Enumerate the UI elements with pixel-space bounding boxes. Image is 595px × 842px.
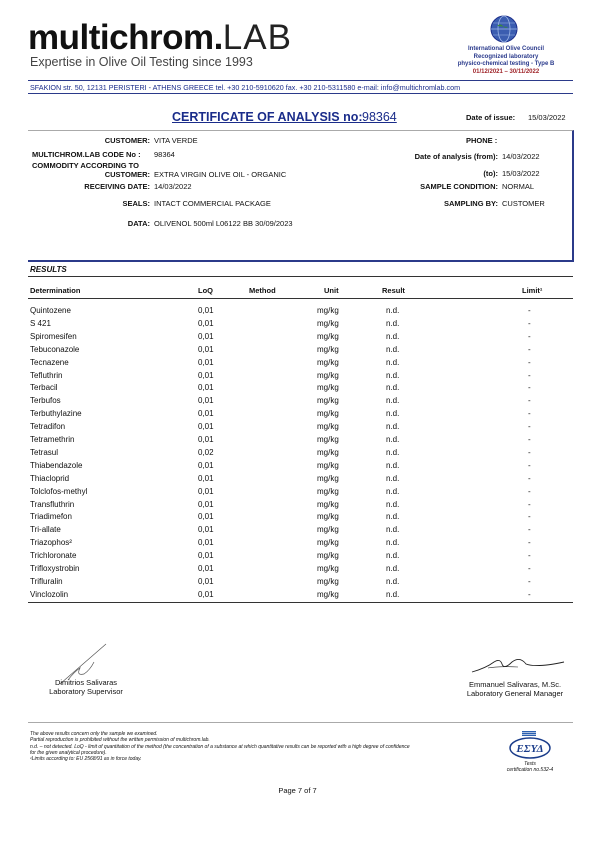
cell-loq: 0,01	[198, 331, 214, 341]
customer-label: CUSTOMER:	[104, 136, 150, 145]
cell-result: n.d.	[386, 331, 400, 341]
cell-determination: Spiromesifen	[30, 331, 77, 341]
cell-loq: 0,01	[198, 306, 214, 315]
ioc-line-1: International Olive Council	[467, 46, 544, 52]
cell-result: n.d.	[386, 409, 400, 419]
received-label: RECEIVING DATE:	[84, 182, 150, 191]
cell-limit: -	[528, 589, 531, 599]
cell-limit: -	[528, 383, 531, 393]
cell-result: n.d.	[386, 435, 400, 444]
cell-determination: Terbuthylazine	[30, 409, 82, 419]
header-result: Result	[382, 286, 405, 295]
table-row	[28, 472, 573, 485]
cell-determination: Trifloxystrobin	[30, 564, 80, 573]
cell-loq: 0,01	[198, 589, 214, 599]
cell-limit: -	[528, 318, 531, 328]
cell-result: n.d.	[386, 576, 400, 586]
commodity-value: EXTRA VIRGIN OLIVE OIL - ORGANIC	[154, 170, 287, 179]
page-number: Page 7 of 7	[278, 786, 317, 795]
cell-loq: 0,01	[198, 318, 214, 328]
cell-determination: Tebuconazole	[30, 344, 80, 354]
cell-determination: Tolclofos-methyl	[30, 486, 88, 496]
table-row	[28, 446, 573, 459]
cell-unit: mg/kg	[317, 460, 339, 470]
cell-unit: mg/kg	[317, 306, 339, 315]
cell-limit: -	[528, 357, 531, 367]
cell-limit: -	[528, 576, 531, 586]
table-header-divider	[28, 298, 573, 299]
cell-loq: 0,01	[198, 396, 214, 406]
cell-result: n.d.	[386, 538, 400, 548]
analysis-to-value: 15/03/2022	[502, 169, 540, 178]
cell-result: n.d.	[386, 525, 400, 535]
commodity-label-1: COMMODITY ACCORDING TO	[32, 161, 139, 170]
cell-result: n.d.	[386, 370, 400, 380]
table-row	[28, 549, 573, 562]
table-end-divider	[28, 602, 573, 603]
cell-limit: -	[528, 396, 531, 406]
table-row	[28, 562, 573, 575]
cell-limit: -	[528, 331, 531, 341]
customer-value: VITA VERDE	[154, 136, 198, 145]
table-row	[28, 433, 573, 446]
cell-result: n.d.	[386, 564, 400, 573]
cell-unit: mg/kg	[317, 512, 339, 522]
cell-result: n.d.	[386, 460, 400, 470]
cell-limit: -	[528, 422, 531, 432]
header-determination: Determination	[30, 286, 81, 295]
cell-result: n.d.	[386, 473, 400, 483]
cell-unit: mg/kg	[317, 447, 339, 457]
cell-limit: -	[528, 435, 531, 444]
cell-loq: 0,01	[198, 499, 214, 509]
footer-note-5: ¹Limits according to: EU 2568/91 as in force today.	[30, 756, 142, 763]
cell-determination: Trifluralin	[30, 576, 63, 586]
sampling-value: CUSTOMER	[502, 199, 545, 208]
cell-unit: mg/kg	[317, 486, 339, 496]
ioc-line-2: Recognized laboratory	[473, 53, 539, 60]
table-row	[28, 420, 573, 433]
cell-unit: mg/kg	[317, 525, 339, 535]
cell-result: n.d.	[386, 447, 400, 457]
cell-determination: S 421	[30, 318, 51, 328]
ioc-recognition	[440, 46, 572, 76]
cell-determination: Tefluthrin	[30, 370, 63, 380]
header-divider-bottom	[28, 93, 573, 94]
table-row	[28, 459, 573, 472]
cell-loq: 0,01	[198, 525, 214, 535]
cell-determination: Quintozene	[30, 306, 71, 315]
cell-determination: Triadimefon	[30, 512, 72, 522]
lab-tagline: Expertise in Olive Oil Testing since 1993	[30, 55, 253, 69]
cell-result: n.d.	[386, 551, 400, 561]
ioc-line-4: 01/12/2021 – 30/11/2022	[472, 68, 540, 75]
cell-loq: 0,01	[198, 538, 214, 548]
cell-result: n.d.	[386, 422, 400, 432]
cell-unit: mg/kg	[317, 564, 339, 573]
lab-logo	[28, 20, 292, 55]
header-loq: LoQ	[198, 286, 213, 295]
cell-limit: -	[528, 370, 531, 380]
cell-determination: Thiabendazole	[30, 460, 83, 470]
cell-determination: Tetramethrin	[30, 435, 75, 444]
code-label: MULTICHROM.LAB CODE No :	[32, 150, 141, 159]
cell-determination: Transfluthrin	[30, 499, 75, 509]
table-row	[28, 381, 573, 394]
esyd-caption	[500, 761, 560, 773]
manager-name: Emmanuel Salivaras, M.Sc.	[468, 680, 562, 689]
cell-determination: Terbacil	[30, 383, 58, 393]
manager-title: Laboratory General Manager	[466, 689, 564, 698]
analysis-from-label: Date of analysis (from):	[414, 152, 498, 161]
cell-limit: -	[528, 306, 531, 315]
table-row	[28, 407, 573, 420]
cell-result: n.d.	[386, 306, 400, 315]
code-value: 98364	[154, 150, 175, 159]
cell-loq: 0,01	[198, 576, 214, 586]
cell-result: n.d.	[386, 318, 400, 328]
header-method: Method	[249, 286, 276, 295]
sampling-label: SAMPLING BY:	[443, 199, 498, 208]
footer-note-4: for the given analytical procedure).	[30, 749, 107, 756]
analysis-to-label: (to):	[483, 169, 498, 178]
cell-loq: 0,01	[198, 512, 214, 522]
supervisor-block	[20, 678, 152, 696]
footer-note-1: The above results concern only the sample we examined.	[30, 731, 158, 737]
table-row	[28, 536, 573, 549]
esyd-line-2: certification no.532-4	[506, 767, 554, 773]
cell-unit: mg/kg	[317, 357, 339, 367]
analysis-from-value: 14/03/2022	[502, 152, 540, 161]
cell-limit: -	[528, 512, 531, 522]
cell-determination: Tri-allate	[30, 525, 61, 535]
lab-address: SFAKION str. 50, 12131 PERISTERI - ATHENS GREECE tel. +30 210-5910620 fax. +30 210-5311580 e-mail: info@multichromlab.com	[30, 83, 461, 92]
supervisor-name: Dimitrios Salivaras	[54, 678, 118, 687]
cell-unit: mg/kg	[317, 318, 339, 328]
seals-value: INTACT COMMERCIAL PACKAGE	[154, 199, 271, 208]
esyd-line-1: Tests	[524, 761, 536, 767]
esyd-accreditation-icon	[508, 730, 552, 760]
cell-determination: Trichloronate	[30, 551, 77, 561]
cell-unit: mg/kg	[317, 589, 339, 599]
cell-unit: mg/kg	[317, 383, 339, 393]
cell-unit: mg/kg	[317, 473, 339, 483]
cell-determination: Thiacloprid	[30, 473, 70, 483]
cell-determination: Tetradifon	[30, 422, 66, 432]
manager-signature	[470, 654, 566, 676]
cell-result: n.d.	[386, 383, 400, 393]
cell-result: n.d.	[386, 589, 400, 599]
received-value: 14/03/2022	[154, 182, 192, 191]
footer-divider	[28, 722, 573, 723]
table-row	[28, 330, 573, 343]
cell-unit: mg/kg	[317, 538, 339, 548]
cell-limit: -	[528, 499, 531, 509]
issue-date-label: Date of issue:	[466, 113, 516, 122]
footer-note-3: n.d. – not detected. LoQ - limit of quantitation of the method (the concentration of a substance at which quantitative results can be reported with a high degree of confidence	[30, 743, 410, 750]
cell-result: n.d.	[386, 357, 400, 367]
logo-lab-text: LAB	[222, 18, 292, 57]
manager-block	[446, 680, 584, 698]
certificate-title: CERTIFICATE OF ANALYSIS no:	[172, 110, 363, 124]
condition-value: NORMAL	[502, 182, 535, 191]
cell-unit: mg/kg	[317, 551, 339, 561]
table-row	[28, 498, 573, 511]
ioc-globe-icon	[489, 14, 519, 44]
cell-limit: -	[528, 460, 531, 470]
header-unit: Unit	[324, 286, 339, 295]
results-divider	[28, 276, 573, 277]
cell-unit: mg/kg	[317, 396, 339, 406]
cell-determination: Triazophos²	[30, 538, 72, 548]
table-row	[28, 510, 573, 523]
cell-loq: 0,01	[198, 486, 214, 496]
logo-main-text: multichrom.	[28, 18, 223, 57]
cell-unit: mg/kg	[317, 370, 339, 380]
footer-notes	[30, 731, 480, 762]
cell-limit: -	[528, 538, 531, 548]
cell-loq: 0,01	[198, 564, 214, 573]
cell-limit: -	[528, 486, 531, 496]
table-row	[28, 575, 573, 588]
table-row	[28, 343, 573, 356]
table-row	[28, 317, 573, 330]
data-label: DATA:	[127, 219, 150, 228]
table-row	[28, 588, 573, 601]
cell-limit: -	[528, 525, 531, 535]
cell-loq: 0,01	[198, 344, 214, 354]
table-row	[28, 304, 573, 317]
cell-limit: -	[528, 473, 531, 483]
cell-determination: Terbufos	[30, 396, 61, 406]
results-title: RESULTS	[30, 265, 67, 274]
cell-result: n.d.	[386, 499, 400, 509]
cell-limit: -	[528, 344, 531, 354]
cell-loq: 0,01	[198, 370, 214, 380]
cell-loq: 0,01	[198, 422, 214, 432]
cell-result: n.d.	[386, 486, 400, 496]
cell-loq: 0,01	[198, 473, 214, 483]
cell-determination: Tetrasul	[30, 447, 59, 457]
cell-loq: 0,01	[198, 435, 214, 444]
cell-loq: 0,01	[198, 460, 214, 470]
header-limit: Limit¹	[522, 286, 543, 295]
cell-unit: mg/kg	[317, 344, 339, 354]
commodity-label-2: CUSTOMER:	[104, 170, 150, 179]
cell-unit: mg/kg	[317, 435, 339, 444]
condition-label: SAMPLE CONDITION:	[420, 182, 498, 191]
certificate-number: 98364	[362, 110, 397, 124]
table-row	[28, 523, 573, 536]
cell-unit: mg/kg	[317, 576, 339, 586]
esyd-logo-text: ΕΣΥΔ	[516, 743, 544, 755]
table-row	[28, 369, 573, 382]
cell-limit: -	[528, 447, 531, 457]
table-row	[28, 485, 573, 498]
table-row	[28, 394, 573, 407]
cell-limit: -	[528, 564, 531, 573]
cell-unit: mg/kg	[317, 422, 339, 432]
phone-label: PHONE :	[466, 136, 498, 145]
cell-unit: mg/kg	[317, 499, 339, 509]
seals-label: SEALS:	[122, 199, 150, 208]
footer-note-2: Partial reproduction is prohibited without the written permission of multichrom.lab.	[30, 737, 210, 744]
cell-loq: 0,01	[198, 409, 214, 419]
cell-determination: Vinclozolin	[30, 589, 69, 599]
cell-result: n.d.	[386, 512, 400, 522]
cell-result: n.d.	[386, 344, 400, 354]
cell-loq: 0,01	[198, 383, 214, 393]
cell-loq: 0,01	[198, 357, 214, 367]
table-row	[28, 356, 573, 369]
cell-loq: 0,02	[198, 447, 214, 457]
cell-unit: mg/kg	[317, 331, 339, 341]
cell-limit: -	[528, 409, 531, 419]
cell-limit: -	[528, 551, 531, 561]
cell-result: n.d.	[386, 396, 400, 406]
supervisor-title: Laboratory Supervisor	[49, 687, 123, 696]
cell-unit: mg/kg	[317, 409, 339, 419]
cell-loq: 0,01	[198, 551, 214, 561]
issue-date-value: 15/03/2022	[528, 113, 566, 122]
header-divider-top	[28, 80, 573, 81]
data-value: OLIVENOL 500ml L06122 BB 30/09/2023	[154, 219, 293, 228]
ioc-line-3: physico-chemical testing - Type B	[457, 61, 555, 67]
cell-determination: Tecnazene	[30, 357, 69, 367]
